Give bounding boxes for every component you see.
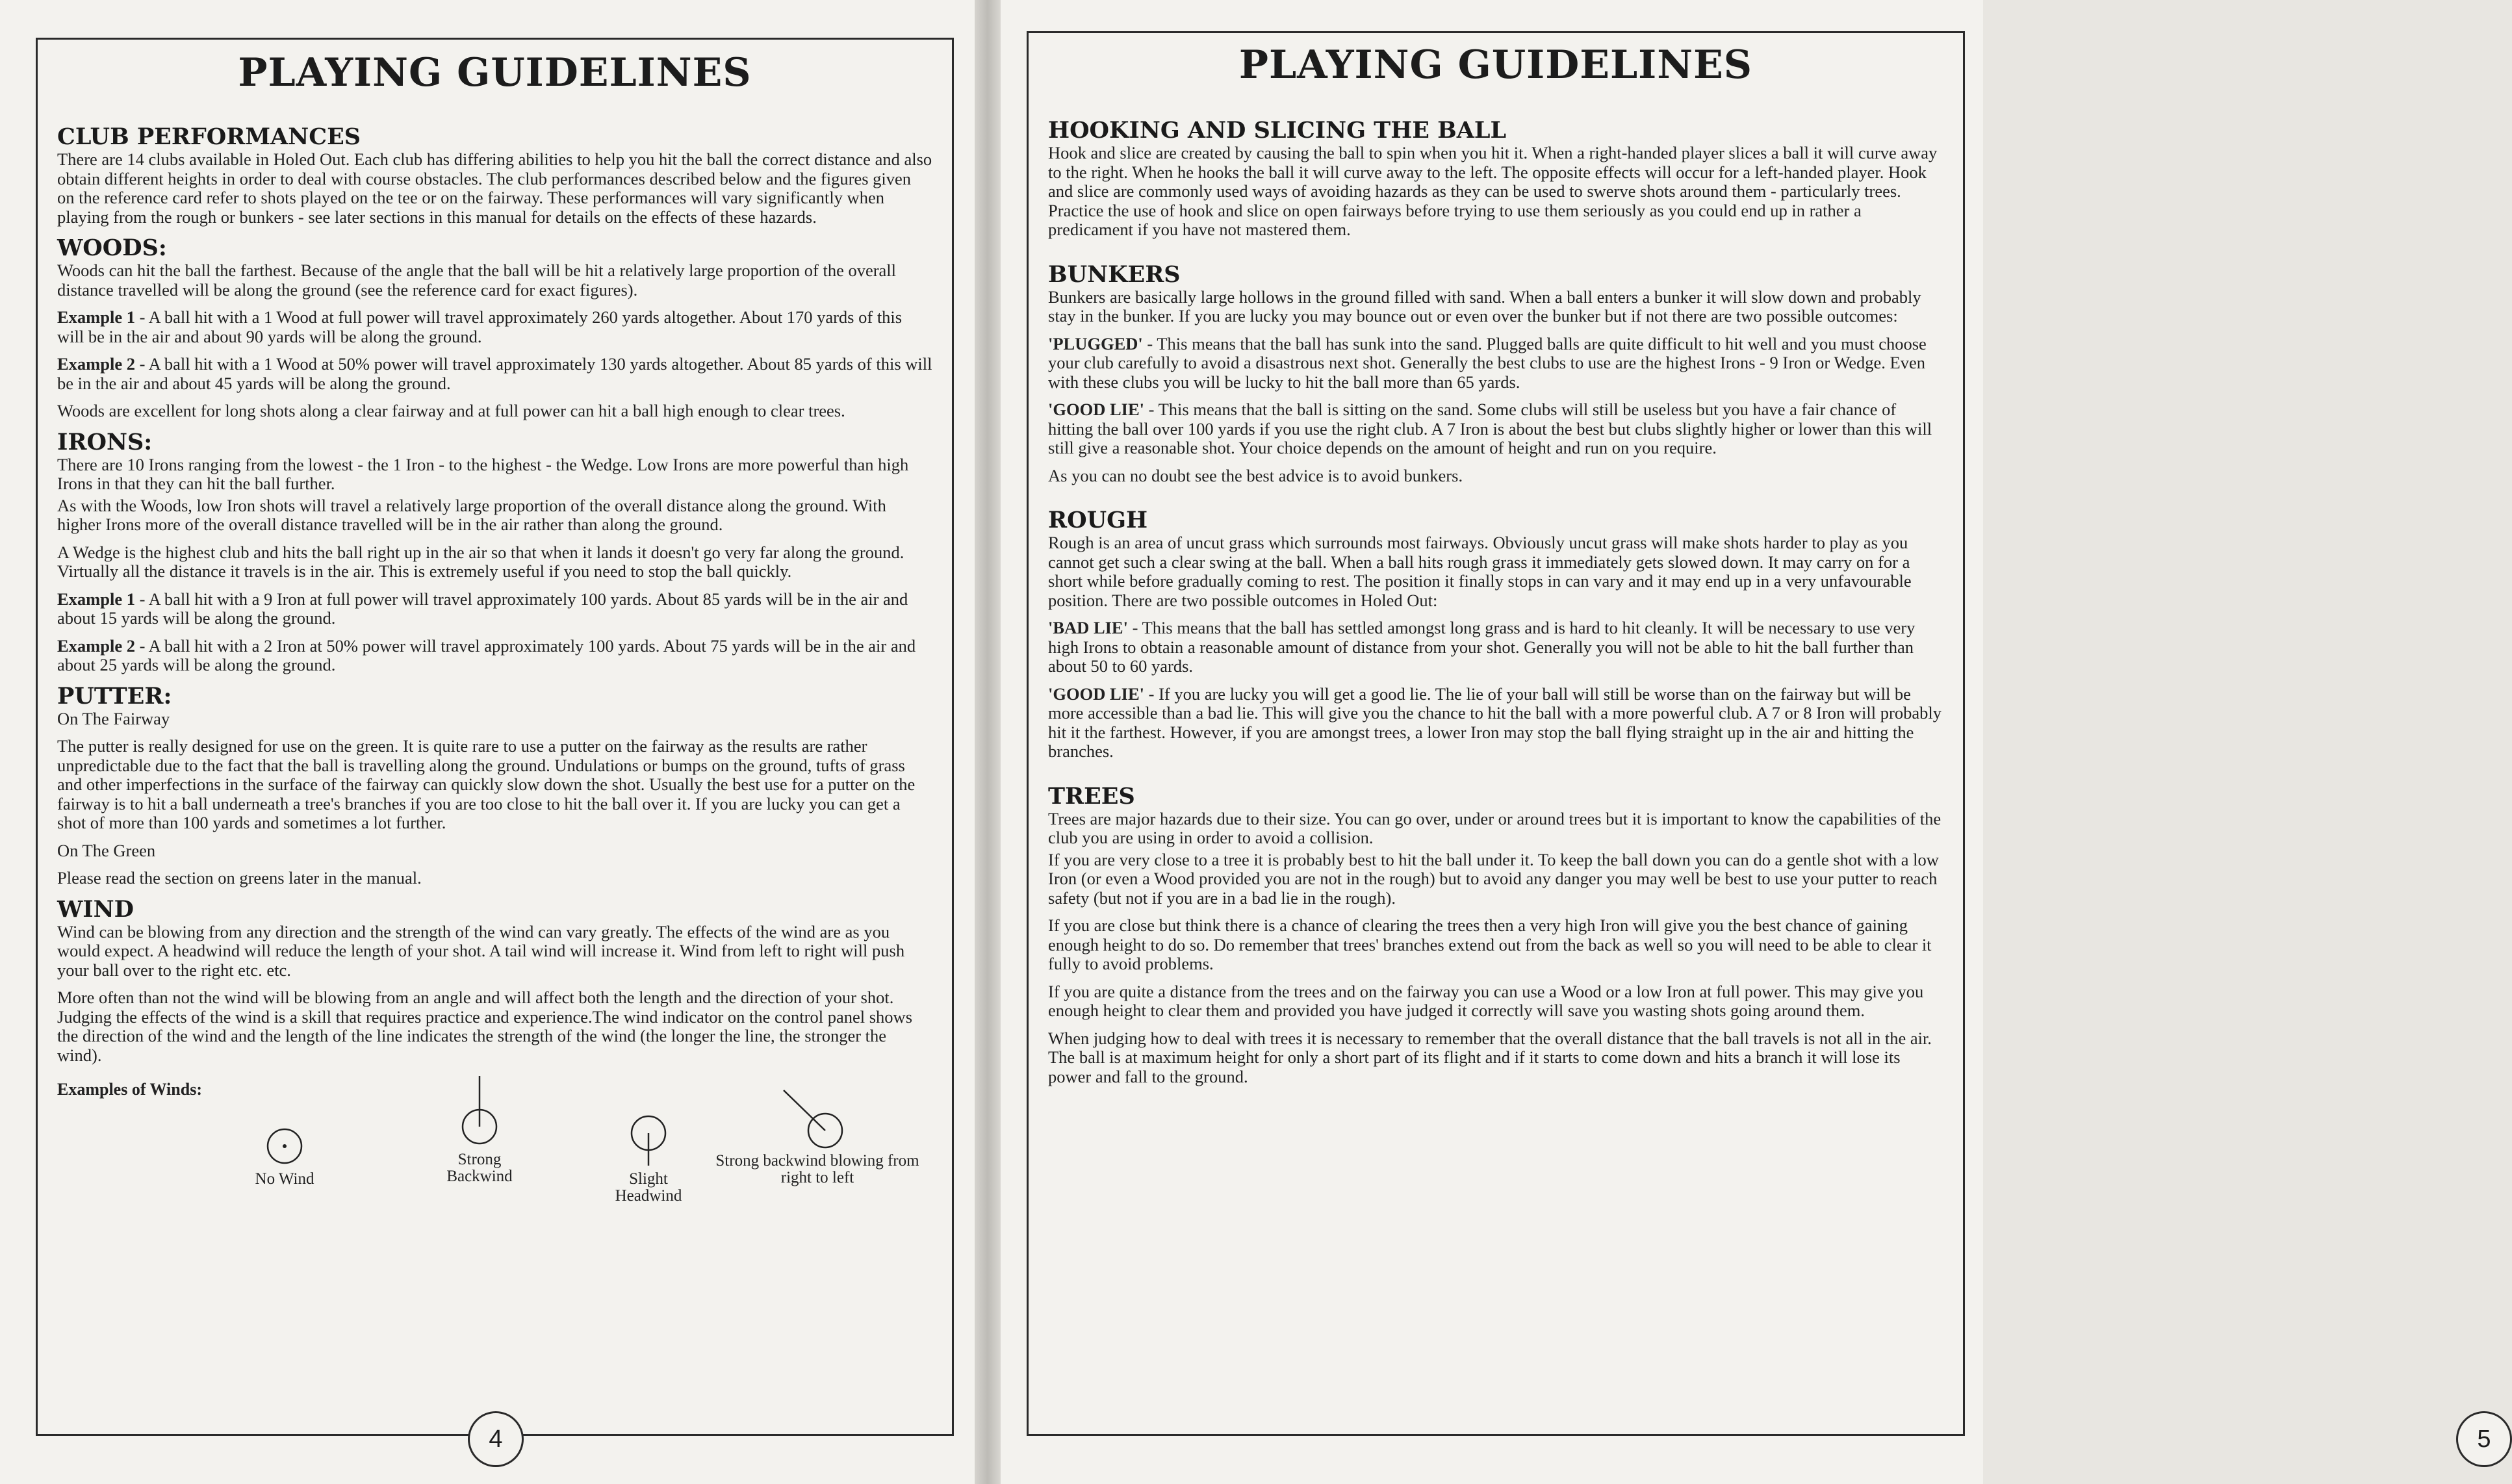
trees-close: If you are very close to a tree it is probably best to hit the ball under it. To keep the ball down you can do a gentle shot with a low Iron (or even a Wood provided you are not in the rough) but to avoid any danger you may well be best to use your putter to reach safety (but not if you are in a bad lie in the rough). — [1048, 849, 1939, 908]
spine-gutter — [975, 0, 1001, 1484]
page-number: 5 — [2456, 1411, 2512, 1467]
bunkers-plugged — [1048, 335, 1943, 392]
rough-good-lie — [1048, 685, 1943, 761]
strong-backwind-right-to-left-icon — [778, 1088, 856, 1153]
rough-good-lie-label: 'GOOD LIE' — [1048, 684, 1144, 704]
irons-example-2-text: - A ball hit with a 2 Iron at 50% power will travel approximately 100 yards. About 75 yards will be in the air and about 25 yards will be along the ground. — [57, 635, 916, 674]
left-page-frame — [36, 38, 954, 1436]
bunkers-intro: Bunkers are basically large hollows in the ground filled with sand. When a ball enters a bunker it will slow down and probably stay in the bunker. If you are lucky you may bounce out or even over the bunker but if not there are two possible outcomes: — [1048, 287, 1921, 326]
wind-example-label: Slight Headwind — [615, 1170, 682, 1205]
wind-example-label: Strong backwind blowing from right to left — [715, 1152, 919, 1186]
trees-heading: TREES — [1048, 782, 1135, 810]
rough-bad-lie-label: 'BAD LIE' — [1048, 618, 1128, 637]
bunkers-heading: BUNKERS — [1048, 261, 1181, 288]
putter-heading: PUTTER: — [57, 682, 172, 710]
putter-fairway-text: The putter is really designed for use on the green. It is quite rare to use a putter on the fairway as the results are rather unpredictable due to the fact that the ball is travelling along the ground. Undulations or bumps on the ground, tufts of grass and other imperfections in the surface of the fairway can quickly slow down the shot. Usually the best use for a putter on the fairway is to hit a ball underneath a tree's branches if you are too close to hit the ball over it. If you are lucky you can get a shot of more than 100 yards and sometimes a lot further. — [57, 736, 916, 832]
page-title: PLAYING GUIDELINES — [238, 50, 752, 96]
woods-heading: WOODS: — [57, 235, 167, 261]
wind-example-label: Strong Backwind — [446, 1151, 513, 1185]
irons-heading: IRONS: — [57, 428, 153, 455]
right-page-content — [1048, 118, 1943, 1095]
no-wind-icon — [259, 1112, 311, 1171]
wind-example-no-wind — [220, 1112, 350, 1188]
strong-backwind-icon — [454, 1073, 506, 1151]
right-page-frame — [1027, 31, 1965, 1436]
woods-example-2-label: Example 2 — [57, 354, 135, 374]
trees-clearing: If you are close but think there is a chance of clearing the trees then a very high Iron will give you the best chance of gaining enough height to do so. Do remember that trees' branches extend out from the back as well so you will need to be able to clear it fully to avoid problems. — [1048, 915, 1932, 973]
wind-example-label: No Wind — [255, 1170, 314, 1188]
irons-example-1 — [57, 590, 932, 628]
wind-example-slight-headwind — [590, 1106, 707, 1205]
irons-example-1-text: - A ball hit with a 9 Iron at full power will travel approximately 100 yards. About 85 yards will be in the air and about 15 yards will be along the ground. — [57, 589, 908, 628]
rough-bad-lie — [1048, 619, 1943, 676]
woods-example-2-text: - A ball hit with a 1 Wood at 50% power will travel approximately 130 yards altogether. About 85 yards of this will be in the air and about 45 yards will be along the ground. — [57, 354, 932, 393]
woods-example-2 — [57, 355, 932, 393]
wind-example-strong-backwind — [421, 1073, 538, 1185]
rough-intro: Rough is an area of uncut grass which surrounds most fairways. Obviously uncut grass will make shots harder to play as you cannot get such a clear swing at the ball. When a ball hits rough grass it immediately gets slowed down. It may carry on for a short while before gradually coming to rest. The position it finally stops in can vary and it may end up in a very unfavourable position. There are two possible outcomes in Holed Out: — [1048, 533, 1912, 610]
wind-example-strong-backwind-right-to-left — [707, 1088, 928, 1186]
left-page-content — [57, 124, 932, 1223]
irons-example-2-label: Example 2 — [57, 635, 135, 656]
bunkers-good-lie — [1048, 400, 1943, 458]
rough-heading: ROUGH — [1048, 507, 1148, 533]
irons-intro: There are 10 Irons ranging from the lowest - the 1 Iron - to the highest - the Wedge. Low Irons are more powerful than high Irons in that they can hit the ball further. — [57, 454, 909, 493]
woods-intro: Woods can hit the ball the farthest. Because of the angle that the ball will be hit a relatively large proportion of the overall distance travelled will be along the ground (see the reference card for exact figures). — [57, 261, 897, 300]
hooking-text: Hook and slice are created by causing the ball to spin when you hit it. When a right-handed player slices a ball it will curve away to the right. When he hooks the ball it will curve away to the left. The opposite effects will occur for a left-handed player. Hook and slice are commonly used ways of avoiding hazards as they can be used to swerve shots around them - particularly trees. Practice the use of hook and slice on open fairways before trying to use them seriously as you could end up in rather a predicament if you have not mastered them. — [1048, 143, 1938, 239]
trees-judging: When judging how to deal with trees it is necessary to remember that the overall distance that the ball travels is not all in the air. The ball is at maximum height for only a short part of its flight and if it starts to come down and hits a branch it will lose its power and fall to the ground. — [1048, 1028, 1932, 1086]
irons-example-2 — [57, 637, 932, 675]
woods-example-1 — [57, 308, 932, 346]
putter-green-subheading: On The Green — [57, 840, 156, 860]
irons-ground: As with the Woods, low Iron shots will travel a relatively large proportion of the overall distance along the ground. With higher Irons more of the overall distance travelled will be in the air rather than along the ground. — [57, 495, 886, 534]
page-number: 4 — [468, 1411, 524, 1467]
wind-intro: Wind can be blowing from any direction and the strength of the wind can vary greatly. The effects of the wind are as you would expect. A headwind will reduce the length of your shot. A tail wind will increase it. Wind from left to right will push your ball over to the right etc. etc. — [57, 921, 905, 980]
woods-outro: Woods are excellent for long shots along a clear fairway and at full power can hit a ball high enough to clear trees. — [57, 401, 845, 420]
slight-headwind-icon — [622, 1106, 674, 1171]
rough-good-lie-text: - If you are lucky you will get a good lie. The lie of your ball will still be worse than on the fairway but will be more accessible than a bad lie. This will give you the chance to hit the ball with a more powerful club. A 7 or 8 Iron will probably hit it the farthest. However, if you are amongst trees, a lower Iron may stop the ball flying straight up in the air and hitting the branches. — [1048, 684, 1942, 761]
trees-intro: Trees are major hazards due to their size. You can go over, under or around trees but it is important to know the capabilities of the club you are using in order to avoid a collision. — [1048, 808, 1942, 847]
irons-wedge: A Wedge is the highest club and hits the ball right up in the air so that when it lands it doesn't go very far along the ground. Virtually all the distance it travels is in the air. This is extremely useful if you need to stop the ball quickly. — [57, 542, 904, 581]
woods-example-1-label: Example 1 — [57, 307, 135, 327]
bunkers-advice: As you can no doubt see the best advice is to avoid bunkers. — [1048, 465, 1463, 485]
irons-example-1-label: Example 1 — [57, 589, 135, 609]
wind-heading: WIND — [57, 895, 135, 923]
woods-example-1-text: - A ball hit with a 1 Wood at full power will travel approximately 260 yards altogether. About 170 yards of this will be in the air and about 90 yards will be along the ground. — [57, 307, 903, 346]
club-performances-text: There are 14 clubs available in Holed Out. Each club has differing abilities to help you hit the ball the correct distance and also obtain different heights in order to deal with course obstacles. The club performances described below and the figures given on the reference card refer to shots played on the tee or on the fairway. These performances will vary significantly when playing from the rough or bunkers - see later sections in this manual for details on the effects of these hazards. — [57, 149, 932, 227]
hooking-heading: HOOKING AND SLICING THE BALL — [1048, 117, 1507, 144]
bunkers-good-lie-label: 'GOOD LIE' — [1048, 400, 1144, 419]
page-title: PLAYING GUIDELINES — [1238, 42, 1753, 88]
bunkers-plugged-text: - This means that the ball has sunk into the sand. Plugged balls are quite difficult to hit well and you must choose your club carefully to avoid a disastrous next shot. Generally the best clubs to use are the highest Irons - 9 Iron or Wedge. Even with these clubs you will be lucky to hit the ball more than 65 yards. — [1048, 333, 1927, 392]
wind-examples-label: Examples of Winds: — [57, 1080, 202, 1099]
club-performances-heading: CLUB PERFORMANCES — [57, 123, 361, 150]
rough-bad-lie-text: - This means that the ball has settled amongst long grass and is hard to hit cleanly. It will be necessary to use very high Irons to obtain a reasonable amount of distance from your shot. Generally you will not be able to hit the ball further than about 50 to 60 yards. — [1048, 618, 1916, 676]
bunkers-plugged-label: 'PLUGGED' — [1048, 333, 1143, 353]
wind-detail: More often than not the wind will be blowing from an angle and will affect both the length and the direction of your shot. Judging the effects of the wind is a skill that requires practice and experience.The wind indicator on the control panel shows the direction of the wind and the length of the line indicates the strength of the wind (the longer the line, the stronger the wind). — [57, 988, 913, 1065]
putter-green-text: Please read the section on greens later in the manual. — [57, 868, 422, 888]
wind-examples — [57, 1073, 932, 1223]
left-page — [0, 0, 975, 1484]
putter-fairway-subheading: On The Fairway — [57, 708, 170, 728]
bunkers-good-lie-text: - This means that the ball is sitting on the sand. Some clubs will still be useless but you have a fair chance of hitting the ball over 100 yards if you use the right club. A 7 Iron is about the best but clubs slightly higher or lower than this will still give a reasonable shot. Your choice depends on the amount of height and run on you require. — [1048, 400, 1932, 457]
right-page — [1001, 0, 2491, 1484]
trees-distance: If you are quite a distance from the trees and on the fairway you can use a Wood or a low Iron at full power. This may give you enough height to clear them and provided you have judged it correctly will save you wasting shots going around them. — [1048, 981, 1924, 1020]
